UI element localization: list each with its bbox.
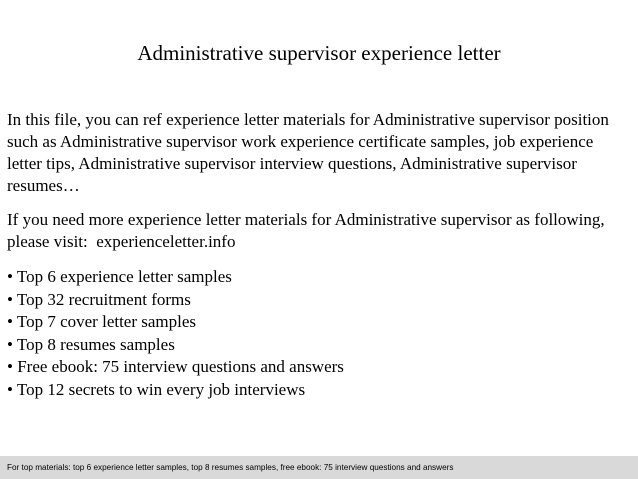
list-item: • Top 6 experience letter samples <box>7 267 232 286</box>
more-info-paragraph <box>7 209 632 253</box>
footer-bar <box>0 456 638 479</box>
resource-list <box>7 266 632 401</box>
list-item: • Top 7 cover letter samples <box>7 312 197 331</box>
footer-text: For top materials: top 6 experience letter samples, top 8 resumes samples, free ebook: 75 interview questions and answers <box>7 463 454 472</box>
list-item: • Top 8 resumes samples <box>7 334 175 354</box>
more-info-text: If you need more experience letter materials for Administrative supervisor as following, please visit: <box>7 210 605 251</box>
page-title: Administrative supervisor experience letter <box>137 41 501 65</box>
intro-paragraph: In this file, you can ref experience letter materials for Administrative supervisor position such as Administrative supervisor work experience certificate samples, job experience letter tips, Administrative supervisor interview questions, Administrative supervisor resumes… <box>7 110 609 195</box>
experienceletter-link[interactable]: experienceletter.info <box>96 232 236 251</box>
list-item: • Free ebook: 75 interview questions and answers <box>7 357 344 376</box>
list-item: • Top 32 recruitment forms <box>7 289 191 309</box>
list-item: • Top 12 secrets to win every job interviews <box>7 379 306 399</box>
